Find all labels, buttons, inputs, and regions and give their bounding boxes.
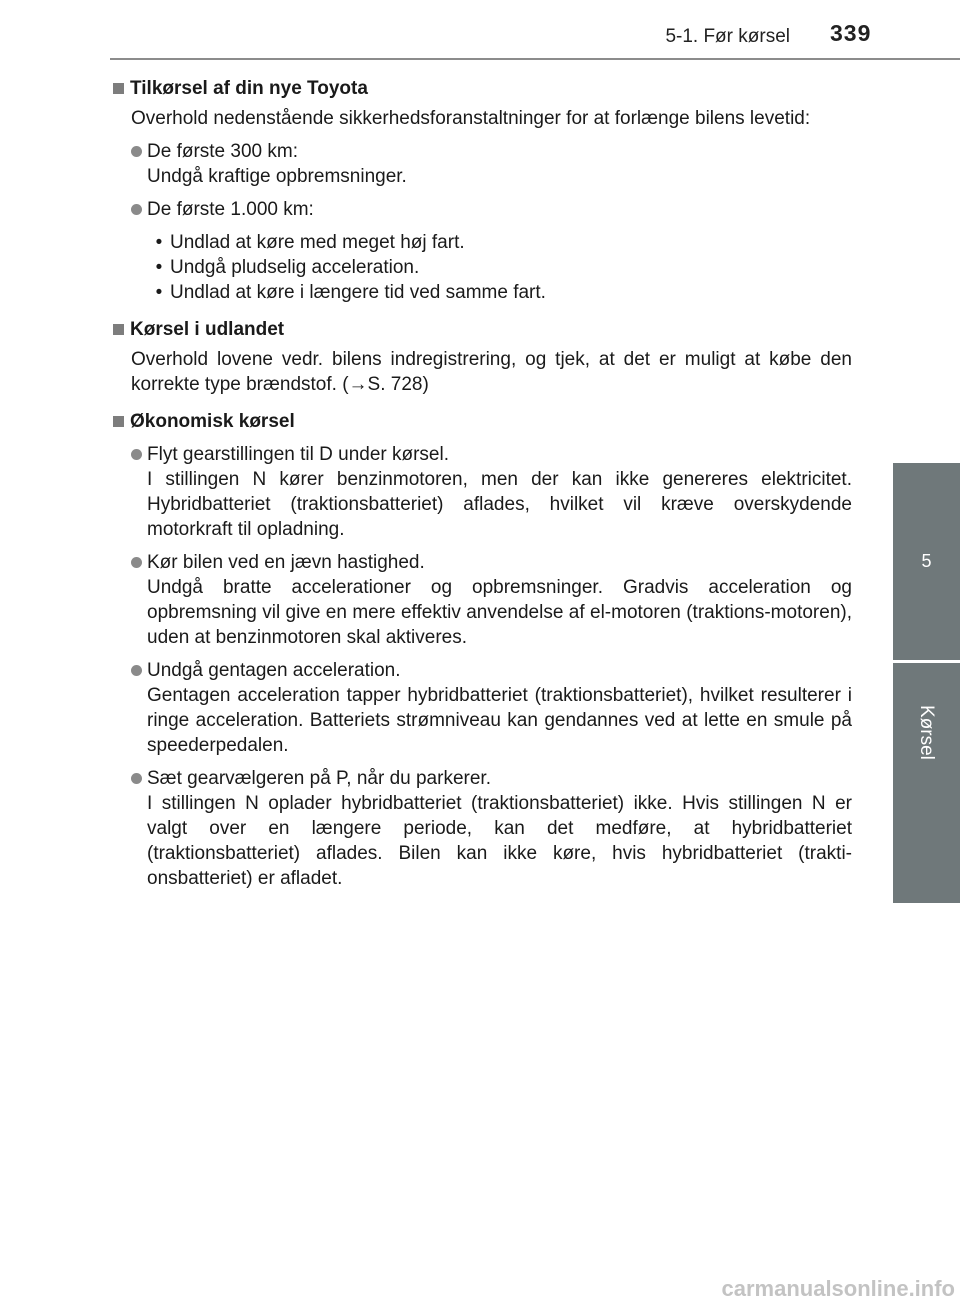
item-title: Sæt gearvælgeren på P, når du parkerer. [147, 768, 491, 789]
list-item [131, 658, 852, 758]
circle-bullet-icon [131, 665, 142, 676]
header-rule [110, 58, 960, 60]
item-body: Gentagen acceleration tapper hybridbatteriet (traktionsbatteriet), hvilket resulterer i ringe acceleration. Batteriets strømniveau kan gendannes ved at lette en smule på speederpedalen. [147, 685, 852, 756]
watermark: carmanualsonline.info [721, 1276, 955, 1301]
circle-bullet-icon [131, 449, 142, 460]
list-item [131, 197, 852, 222]
item-title: Kør bilen ved en jævn hastighed. [147, 552, 425, 573]
chapter-tab-label: Kørsel [893, 663, 960, 903]
section-intro: Overhold nedenstående sikkerhedsforanstaltninger for at forlænge bilens levetid: [131, 108, 811, 129]
item-title: Undgå gentagen acceleration. [147, 660, 401, 681]
circle-bullet-icon [131, 146, 142, 157]
item-body: Undgå bratte accelerationer og opbremsninger. Gradvis acceleration og opbremsning vil give en mere effektiv anvendelse af el-motoren (traktions-motoren), uden at benzinmotoren skal aktiveres. [147, 577, 852, 648]
section-intro: Overhold lovene vedr. bilens indregistrering, og tjek, at det er muligt at købe den korrekte type brændstof. (→S. 728) [131, 349, 852, 395]
chapter-tab-number: 5 [893, 463, 960, 660]
section-heading: Tilkørsel af din nye Toyota [110, 76, 852, 101]
item-body: I stillingen N kører benzinmotoren, men der kan ikke genereres elektricitet. Hybridbatteriet (traktionsbatteriet) aflades, hvilket vil kræve overskydende motorkraft til opladning. [147, 469, 852, 540]
section-heading: Økonomisk kørsel [110, 409, 852, 434]
section-title: 5-1. Før kørsel [665, 26, 790, 47]
square-bullet-icon [113, 416, 124, 427]
list-item [131, 442, 852, 542]
page-number: 339 [830, 20, 872, 46]
section-heading: Kørsel i udlandet [110, 317, 852, 342]
item-body: Undgå kraftige opbremsninger. [147, 166, 407, 187]
sub-list-item: • Undlad at køre i længere tid ved samme fart. [155, 282, 546, 303]
item-body: I stillingen N oplader hybridbatteriet (traktionsbatteriet) ikke. Hvis stillingen N er valgt over en længere periode, kan det medføre, at hybridbatteriet (traktionsbatteriet) aflades. Bilen kan ikke køre, hvis hybridbatteriet (trakti-onsbatteriet) er afladet. [147, 793, 852, 889]
sub-list [148, 230, 852, 305]
square-bullet-icon [113, 324, 124, 335]
item-title: De første 1.000 km: [147, 199, 314, 220]
sub-list-item: • Undgå pludselig acceleration. [155, 257, 420, 278]
list-item [131, 550, 852, 650]
item-title: Flyt gearstillingen til D under kørsel. [147, 444, 449, 465]
circle-bullet-icon [131, 773, 142, 784]
circle-bullet-icon [131, 557, 142, 568]
list-item [131, 139, 852, 189]
page-content [110, 70, 852, 891]
square-bullet-icon [113, 83, 124, 94]
list-item [131, 766, 852, 891]
sub-list-item: • Undlad at køre med meget høj fart. [155, 232, 465, 253]
item-title: De første 300 km: [147, 141, 298, 162]
circle-bullet-icon [131, 204, 142, 215]
